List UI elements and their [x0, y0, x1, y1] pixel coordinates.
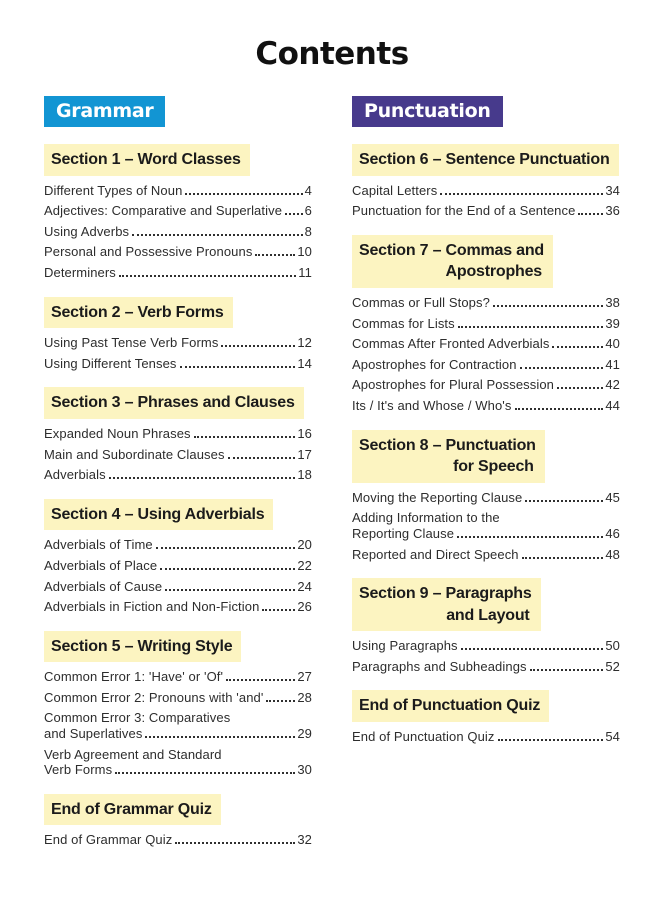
entry-label: Adding Information to the: [352, 510, 500, 526]
entry-page-number: 38: [605, 294, 620, 310]
toc-entry-row: [44, 335, 312, 351]
entry-label: Verb Forms: [44, 762, 113, 778]
entry-label: Reporting Clause: [352, 525, 455, 541]
entry-label: Adverbials in Fiction and Non-Fiction: [44, 599, 260, 615]
toc-section: [352, 144, 620, 219]
toc-entry: [44, 244, 312, 260]
toc-entry: [44, 467, 312, 483]
toc-entry: [352, 203, 620, 219]
entry-page-number: 52: [605, 658, 620, 674]
dotted-leader: [255, 254, 295, 256]
toc-entry-row: [44, 762, 312, 778]
entry-label: End of Punctuation Quiz: [352, 729, 495, 745]
toc-entry: [44, 599, 312, 615]
dotted-leader: [185, 193, 302, 195]
page-title: Contents: [255, 36, 409, 72]
section-heading-line: Section 1 – Word Classes: [51, 151, 241, 168]
toc-entry-row: [44, 669, 312, 685]
entry-page-number: 40: [605, 336, 620, 352]
entry-page-number: 22: [297, 557, 312, 573]
toc-section: [352, 235, 620, 414]
dotted-leader: [530, 669, 604, 671]
section-heading-line: Section 8 – Punctuation: [359, 436, 536, 454]
entry-label: Commas After Fronted Adverbials: [352, 336, 550, 352]
section-heading-line: Apostrophes: [445, 263, 542, 281]
toc-entry-row: [44, 467, 312, 483]
toc-entry-row: [352, 510, 620, 526]
entry-label: Common Error 2: Pronouns with 'and': [44, 689, 264, 705]
toc-entry: [44, 224, 312, 240]
dotted-leader: [520, 367, 604, 369]
dotted-leader: [119, 275, 296, 277]
entry-page-number: 27: [297, 669, 312, 685]
entry-label: Apostrophes for Contraction: [352, 356, 517, 372]
toc-section: [44, 499, 312, 615]
entry-page-number: 11: [298, 264, 312, 280]
section-heading-line: Section 6 – Sentence Punctuation: [359, 151, 610, 168]
toc-entry: [352, 357, 620, 373]
toc-entry: [44, 183, 312, 199]
toc-section: [44, 387, 312, 482]
dotted-leader: [221, 345, 295, 347]
toc-entry-row: [44, 710, 312, 726]
section-heading-line: End of Grammar Quiz: [51, 800, 212, 818]
dotted-leader: [578, 213, 603, 215]
toc-entry: [44, 447, 312, 463]
dotted-leader: [440, 193, 603, 195]
entry-page-number: 18: [297, 467, 312, 483]
dotted-leader: [160, 568, 295, 570]
toc-entry: [44, 426, 312, 442]
toc-entry-row: [44, 447, 312, 463]
toc-entry: [352, 398, 620, 414]
entry-page-number: 48: [605, 546, 620, 562]
toc-entry: [44, 669, 312, 685]
toc-entry-row: [44, 558, 312, 574]
toc-entry-row: [44, 265, 312, 281]
entry-label: Adverbials of Time: [44, 537, 153, 553]
section-heading: [44, 297, 233, 329]
entry-label: Reported and Direct Speech: [352, 546, 519, 562]
section-heading-line: and Layout: [446, 606, 530, 624]
entry-label: Using Paragraphs: [352, 638, 458, 654]
toc-entry: [352, 638, 620, 654]
entry-label: Apostrophes for Plural Possession: [352, 377, 555, 393]
toc-entry: [352, 729, 620, 745]
entry-label: Personal and Possessive Pronouns: [44, 244, 253, 260]
dotted-leader: [262, 609, 295, 611]
entry-label: Adverbials of Cause: [44, 578, 163, 594]
section-heading: [352, 144, 619, 176]
entry-page-number: 20: [297, 537, 312, 553]
entry-page-number: 50: [605, 638, 620, 654]
dotted-leader: [165, 589, 295, 591]
entry-page-number: 39: [605, 315, 620, 331]
toc-entry: [44, 747, 312, 778]
entry-label: Commas for Lists: [352, 315, 455, 331]
toc-entry-row: [44, 426, 312, 442]
toc-section: [44, 297, 312, 372]
dotted-leader: [115, 772, 295, 774]
entry-label: Using Past Tense Verb Forms: [44, 335, 219, 351]
dotted-leader: [266, 700, 295, 702]
toc-entry: [352, 316, 620, 332]
entry-page-number: 28: [297, 689, 312, 705]
entry-label: End of Grammar Quiz: [44, 832, 173, 848]
toc-section: [44, 144, 312, 281]
toc-entry-row: [44, 356, 312, 372]
toc-entry: [44, 579, 312, 595]
toc-entry: [352, 295, 620, 311]
toc-entry-row: [44, 599, 312, 615]
toc-entry: [352, 659, 620, 675]
entry-label: Its / It's and Whose / Who's: [352, 397, 512, 413]
entry-label: Main and Subordinate Clauses: [44, 446, 225, 462]
toc-entry: [44, 832, 312, 848]
entry-label: Expanded Noun Phrases: [44, 425, 191, 441]
entry-page-number: 34: [605, 182, 620, 198]
entry-label: Adverbials of Place: [44, 557, 158, 573]
toc-entry-row: [352, 357, 620, 373]
toc-entry-row: [44, 244, 312, 260]
dotted-leader: [228, 457, 296, 459]
dotted-leader: [175, 842, 295, 844]
entry-label: Punctuation for the End of a Sentence: [352, 203, 576, 219]
toc-entry: [352, 547, 620, 563]
entry-label: Adverbials: [44, 467, 106, 483]
section-heading: [44, 794, 221, 826]
section-heading: [44, 631, 241, 663]
section-heading: [352, 690, 549, 722]
entry-page-number: 24: [297, 578, 312, 594]
toc-entry: [352, 510, 620, 541]
toc-entry-row: [352, 183, 620, 199]
entry-label: Commas or Full Stops?: [352, 294, 490, 310]
toc-entry: [44, 335, 312, 351]
toc-entry-row: [44, 224, 312, 240]
section-heading-line: Section 2 – Verb Forms: [51, 303, 224, 321]
toc-entry: [352, 490, 620, 506]
entry-page-number: 45: [605, 489, 620, 505]
toc-entry-row: [44, 726, 312, 742]
dotted-leader: [180, 366, 296, 368]
dotted-leader: [515, 408, 604, 410]
section-heading: [44, 387, 304, 419]
toc-entry: [44, 265, 312, 281]
toc-entry-row: [352, 203, 620, 219]
toc-section: [44, 631, 312, 778]
entry-label: and Superlatives: [44, 726, 143, 742]
toc-entry-row: [44, 690, 312, 706]
dotted-leader: [145, 736, 295, 738]
entry-page-number: 42: [605, 377, 620, 393]
toc-entry: [44, 710, 312, 741]
entry-page-number: 10: [297, 244, 312, 260]
grammar-badge: Grammar: [44, 96, 165, 127]
punctuation-badge: Punctuation: [352, 96, 503, 127]
dotted-leader: [461, 648, 604, 650]
section-heading-line: Section 9 – Paragraphs: [359, 585, 532, 603]
toc-entry-row: [44, 537, 312, 553]
toc-section: [44, 794, 312, 848]
dotted-leader: [498, 739, 604, 741]
entry-page-number: 26: [297, 599, 312, 615]
toc-entry: [44, 356, 312, 372]
toc-entry-row: [352, 638, 620, 654]
section-heading: [352, 430, 545, 483]
toc-columns: [44, 96, 620, 864]
entry-label: Moving the Reporting Clause: [352, 489, 523, 505]
toc-entry: [44, 558, 312, 574]
entry-page-number: 46: [605, 525, 620, 541]
dotted-leader: [552, 346, 603, 348]
dotted-leader: [458, 326, 604, 328]
dotted-leader: [557, 387, 603, 389]
section-heading: [44, 144, 250, 176]
toc-entry-row: [44, 203, 312, 219]
section-heading-line: Section 7 – Commas and: [359, 241, 544, 259]
toc-entry-row: [44, 579, 312, 595]
entry-label: Adjectives: Comparative and Superlative: [44, 203, 283, 219]
toc-entry-row: [352, 295, 620, 311]
toc-entry-row: [352, 398, 620, 414]
entry-label: Determiners: [44, 264, 116, 280]
entry-page-number: 4: [304, 182, 312, 198]
dotted-leader: [132, 234, 303, 236]
section-heading-line: End of Punctuation Quiz: [359, 697, 541, 715]
dotted-leader: [194, 436, 296, 438]
section-heading: [352, 235, 553, 288]
toc-entry: [44, 690, 312, 706]
toc-section: [352, 578, 620, 674]
entry-page-number: 44: [605, 397, 620, 413]
section-heading-line: Section 3 – Phrases and Clauses: [51, 394, 295, 412]
toc-entry-row: [44, 747, 312, 763]
entry-page-number: 14: [297, 355, 312, 371]
entry-label: Using Different Tenses: [44, 355, 177, 371]
toc-entry: [44, 203, 312, 219]
entry-page-number: 30: [297, 762, 312, 778]
section-heading-line: Section 4 – Using Adverbials: [51, 505, 265, 523]
entry-page-number: 12: [297, 335, 312, 351]
entry-page-number: 6: [304, 203, 312, 219]
toc-entry-row: [44, 183, 312, 199]
entry-label: Common Error 1: 'Have' or 'Of': [44, 669, 224, 685]
toc-entry-row: [352, 526, 620, 542]
entry-label: Using Adverbs: [44, 223, 130, 239]
section-heading-line: Section 5 – Writing Style: [51, 637, 233, 655]
entry-page-number: 36: [605, 203, 620, 219]
section-heading: [44, 499, 273, 531]
toc-entry: [352, 183, 620, 199]
toc-section: [352, 430, 620, 563]
entry-page-number: 32: [297, 832, 312, 848]
toc-entry-row: [352, 490, 620, 506]
toc-entry-row: [352, 316, 620, 332]
entry-label: Paragraphs and Subheadings: [352, 658, 527, 674]
entry-label: Common Error 3: Comparatives: [44, 710, 231, 726]
section-heading-line: for Speech: [453, 458, 534, 476]
toc-entry: [352, 336, 620, 352]
dotted-leader: [226, 679, 295, 681]
toc-entry-row: [352, 547, 620, 563]
toc-entry-row: [352, 729, 620, 745]
entry-label: Verb Agreement and Standard: [44, 746, 222, 762]
toc-entry-row: [44, 832, 312, 848]
toc-entry-row: [352, 659, 620, 675]
dotted-leader: [493, 305, 603, 307]
dotted-leader: [109, 477, 296, 479]
entry-page-number: 17: [297, 446, 312, 462]
entry-page-number: 16: [297, 425, 312, 441]
toc-entry: [44, 537, 312, 553]
punctuation-column: [352, 96, 620, 864]
dotted-leader: [522, 557, 604, 559]
entry-label: Capital Letters: [352, 182, 438, 198]
entry-page-number: 54: [605, 729, 620, 745]
dotted-leader: [156, 547, 296, 549]
entry-label: Different Types of Noun: [44, 182, 183, 198]
toc-section: [352, 690, 620, 744]
grammar-column: [44, 96, 312, 864]
dotted-leader: [285, 213, 303, 215]
toc-entry-row: [352, 377, 620, 393]
toc-entry-row: [352, 336, 620, 352]
entry-page-number: 41: [605, 356, 620, 372]
section-heading: [352, 578, 541, 631]
toc-entry: [352, 377, 620, 393]
entry-page-number: 8: [304, 223, 312, 239]
entry-page-number: 29: [297, 726, 312, 742]
dotted-leader: [457, 536, 603, 538]
dotted-leader: [525, 500, 603, 502]
